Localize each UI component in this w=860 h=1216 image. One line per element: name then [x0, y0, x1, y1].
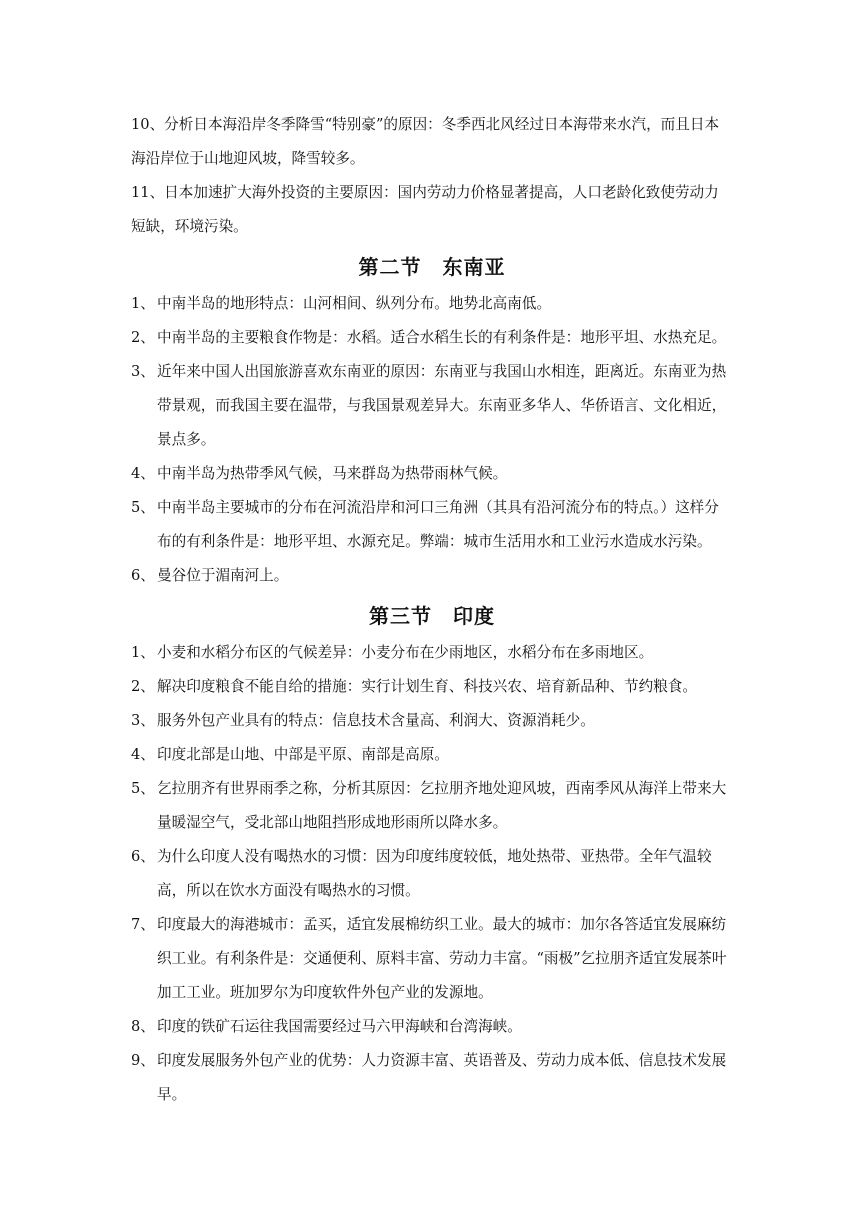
- list-item: [131, 840, 733, 908]
- item-number: 5、: [131, 780, 155, 797]
- item-text: 中南半岛为热带季风气候，马来群岛为热带雨林气候。: [157, 465, 508, 482]
- item-number: 2、: [131, 678, 155, 695]
- item-text: 曼谷位于湄南河上。: [157, 567, 289, 584]
- item-number: 6、: [131, 848, 155, 865]
- item-number: 4、: [131, 465, 155, 482]
- list-item: [131, 670, 733, 704]
- list-item: [131, 908, 733, 1010]
- section-title-southeast-asia: 第二节 东南亚: [358, 255, 506, 279]
- item-text: 中南半岛的地形特点：山河相间、纵列分布。地势北高南低。: [157, 295, 552, 312]
- item-text: 印度发展服务外包产业的优势：人力资源丰富、英语普及、劳动力成本低、信息技术发展早。: [157, 1052, 727, 1103]
- item-number: 1、: [131, 295, 155, 312]
- list-item: [131, 457, 733, 491]
- item-text: 近年来中国人出国旅游喜欢东南亚的原因：东南亚与我国山水相连，距离近。东南亚为热带景观，而我国主要在温带，与我国景观差异大。东南亚多华人、华侨语言、文化相近，景点多。: [157, 363, 727, 448]
- list-item: [131, 1010, 733, 1044]
- item-number: 3、: [131, 712, 155, 729]
- item-number: 9、: [131, 1052, 155, 1069]
- item-text: 中南半岛主要城市的分布在河流沿岸和河口三角洲（其具有沿河流分布的特点。）这样分布的有利条件是：地形平坦、水源充足。弊端：城市生活用水和工业污水造成水污染。: [157, 499, 719, 550]
- list-item: [131, 321, 733, 355]
- item-text: 小麦和水稻分布区的气候差异：小麦分布在少雨地区，水稻分布在多雨地区。: [157, 644, 654, 661]
- item-text: 印度北部是山地、中部是平原、南部是高原。: [157, 746, 449, 763]
- intro-item-10: 10、分析日本海沿岸冬季降雪“特别豪”的原因：冬季西北风经过日本海带来水汽，而且日本海沿岸位于山地迎风坡，降雪较多。: [131, 116, 720, 167]
- intro-item-11: 11、日本加速扩大海外投资的主要原因：国内劳动力价格显著提高，人口老龄化致使劳动力短缺，环境污染。: [131, 184, 719, 235]
- item-number: 8、: [131, 1018, 155, 1035]
- list-item: [131, 287, 733, 321]
- item-number: 5、: [131, 499, 155, 516]
- list-item: [131, 738, 733, 772]
- document-page: [131, 108, 733, 1112]
- item-number: 4、: [131, 746, 155, 763]
- list-item: [131, 559, 733, 593]
- item-number: 3、: [131, 363, 155, 380]
- item-text: 乞拉朋齐有世界雨季之称，分析其原因：乞拉朋齐地处迎风坡，西南季风从海洋上带来大量暖湿空气，受北部山地阻挡形成地形雨所以降水多。: [157, 780, 727, 831]
- item-text: 解决印度粮食不能自给的措施：实行计划生育、科技兴农、培育新品种、节约粮食。: [157, 678, 697, 695]
- list-item: [131, 704, 733, 738]
- item-text: 服务外包产业具有的特点：信息技术含量高、利润大、资源消耗少。: [157, 712, 595, 729]
- section-title-india: 第三节 印度: [369, 604, 495, 628]
- item-number: 6、: [131, 567, 155, 584]
- list-item: [131, 355, 733, 457]
- item-number: 2、: [131, 329, 155, 346]
- list-item: [131, 491, 733, 559]
- southeast-asia-list: [131, 287, 733, 593]
- item-text: 印度的铁矿石运往我国需要经过马六甲海峡和台湾海峡。: [157, 1018, 522, 1035]
- item-text: 印度最大的海港城市：孟买，适宜发展棉纺织工业。最大的城市：加尔各答适宜发展麻纺织工业。有利条件是：交通便利、原料丰富、劳动力丰富。“雨极”乞拉朋齐适宜发展茶叶加工工业。班加罗尔为印度软件外包产业的发源地。: [157, 916, 727, 1001]
- item-text: 中南半岛的主要粮食作物是：水稻。适合水稻生长的有利条件是：地形平坦、水热充足。: [157, 329, 727, 346]
- india-list: [131, 636, 733, 1112]
- list-item: [131, 772, 733, 840]
- item-text: 为什么印度人没有喝热水的习惯：因为印度纬度较低，地处热带、亚热带。全年气温较高，所以在饮水方面没有喝热水的习惯。: [157, 848, 712, 899]
- item-number: 1、: [131, 644, 155, 661]
- list-item: [131, 636, 733, 670]
- item-number: 7、: [131, 916, 155, 933]
- list-item: [131, 1044, 733, 1112]
